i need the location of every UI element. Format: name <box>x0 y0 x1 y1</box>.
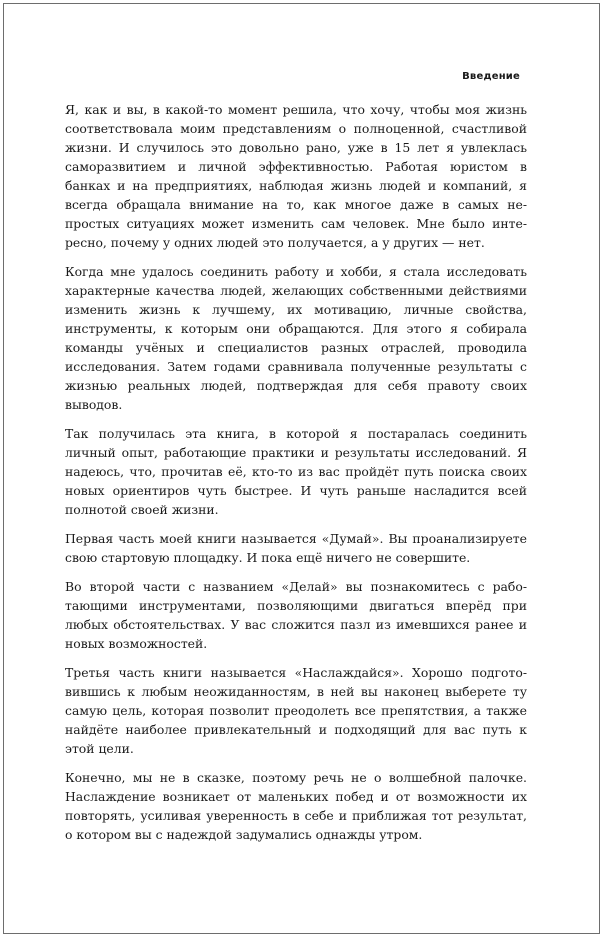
paragraph: Когда мне удалось соединить работу и хобби, я стала исследовать характерные качества людей, желающих собственными действиями изменить жизнь к лучшему, их мотивацию, личные свойства, инструменты, к которым они обращаются. Для этого я собирала команды учёных и специалистов разных отраслей, проводила исследования. Затем годами сравнивала полученные результаты с жизнью реальных людей, подтверждая для себя правоту своих выводов. <box>65 264 527 412</box>
paragraph: Во второй части с названием «Делай» вы познакомитесь с работающими инструментами, позволяющими двигаться вперёд при любых обстоятельствах. У вас сложится пазл из имевшихся ранее и новых возможностей. <box>65 579 527 651</box>
paragraph: Конечно, мы не в сказке, поэтому речь не о волшебной палочке. Наслаждение возникает от маленьких побед и от возможности их повторять, усиливая уверенность в себе и приближая тот результат, о котором вы с надеждой задумались однажды утром. <box>65 770 527 842</box>
book-page <box>3 3 600 934</box>
paragraph: Третья часть книги называется «Наслаждайся». Хорошо подготовившись к любым неожиданностям, в ней вы наконец выберете ту самую цель, которая позволит преодолеть все препятствия, а также найдёте наиболее привлекательный и подходящий для вас путь к этой цели. <box>65 665 527 756</box>
running-head: Введение <box>462 71 520 82</box>
body-text <box>65 100 527 854</box>
paragraph: Так получилась эта книга, в которой я постаралась соединить личный опыт, работающие практики и результаты исследований. Я надеюсь, что, прочитав её, кто-то из вас пройдёт путь поиска своих новых ориентиров чуть быстрее. И чуть раньше насладится всей полнотой своей жизни. <box>65 426 527 517</box>
paragraph: Я, как и вы, в какой-то момент решила, что хочу, чтобы моя жизнь соответствовала моим представлениям о полноценной, счастливой жизни. И случилось это довольно рано, уже в 15 лет я увлеклась саморазвитием и личной эффективностью. Работая юристом в банках и на предприятиях, наблюдая жизнь людей и компаний, я всегда обращала внимание на то, как многое даже в самых непростых ситуациях может изменить сам человек. Мне было интересно, почему у одних людей это получается, а у других — нет. <box>65 102 527 250</box>
paragraph: Первая часть моей книги называется «Думай». Вы проанализируете свою стартовую площадку. И пока ещё ничего не совершите. <box>65 531 527 565</box>
